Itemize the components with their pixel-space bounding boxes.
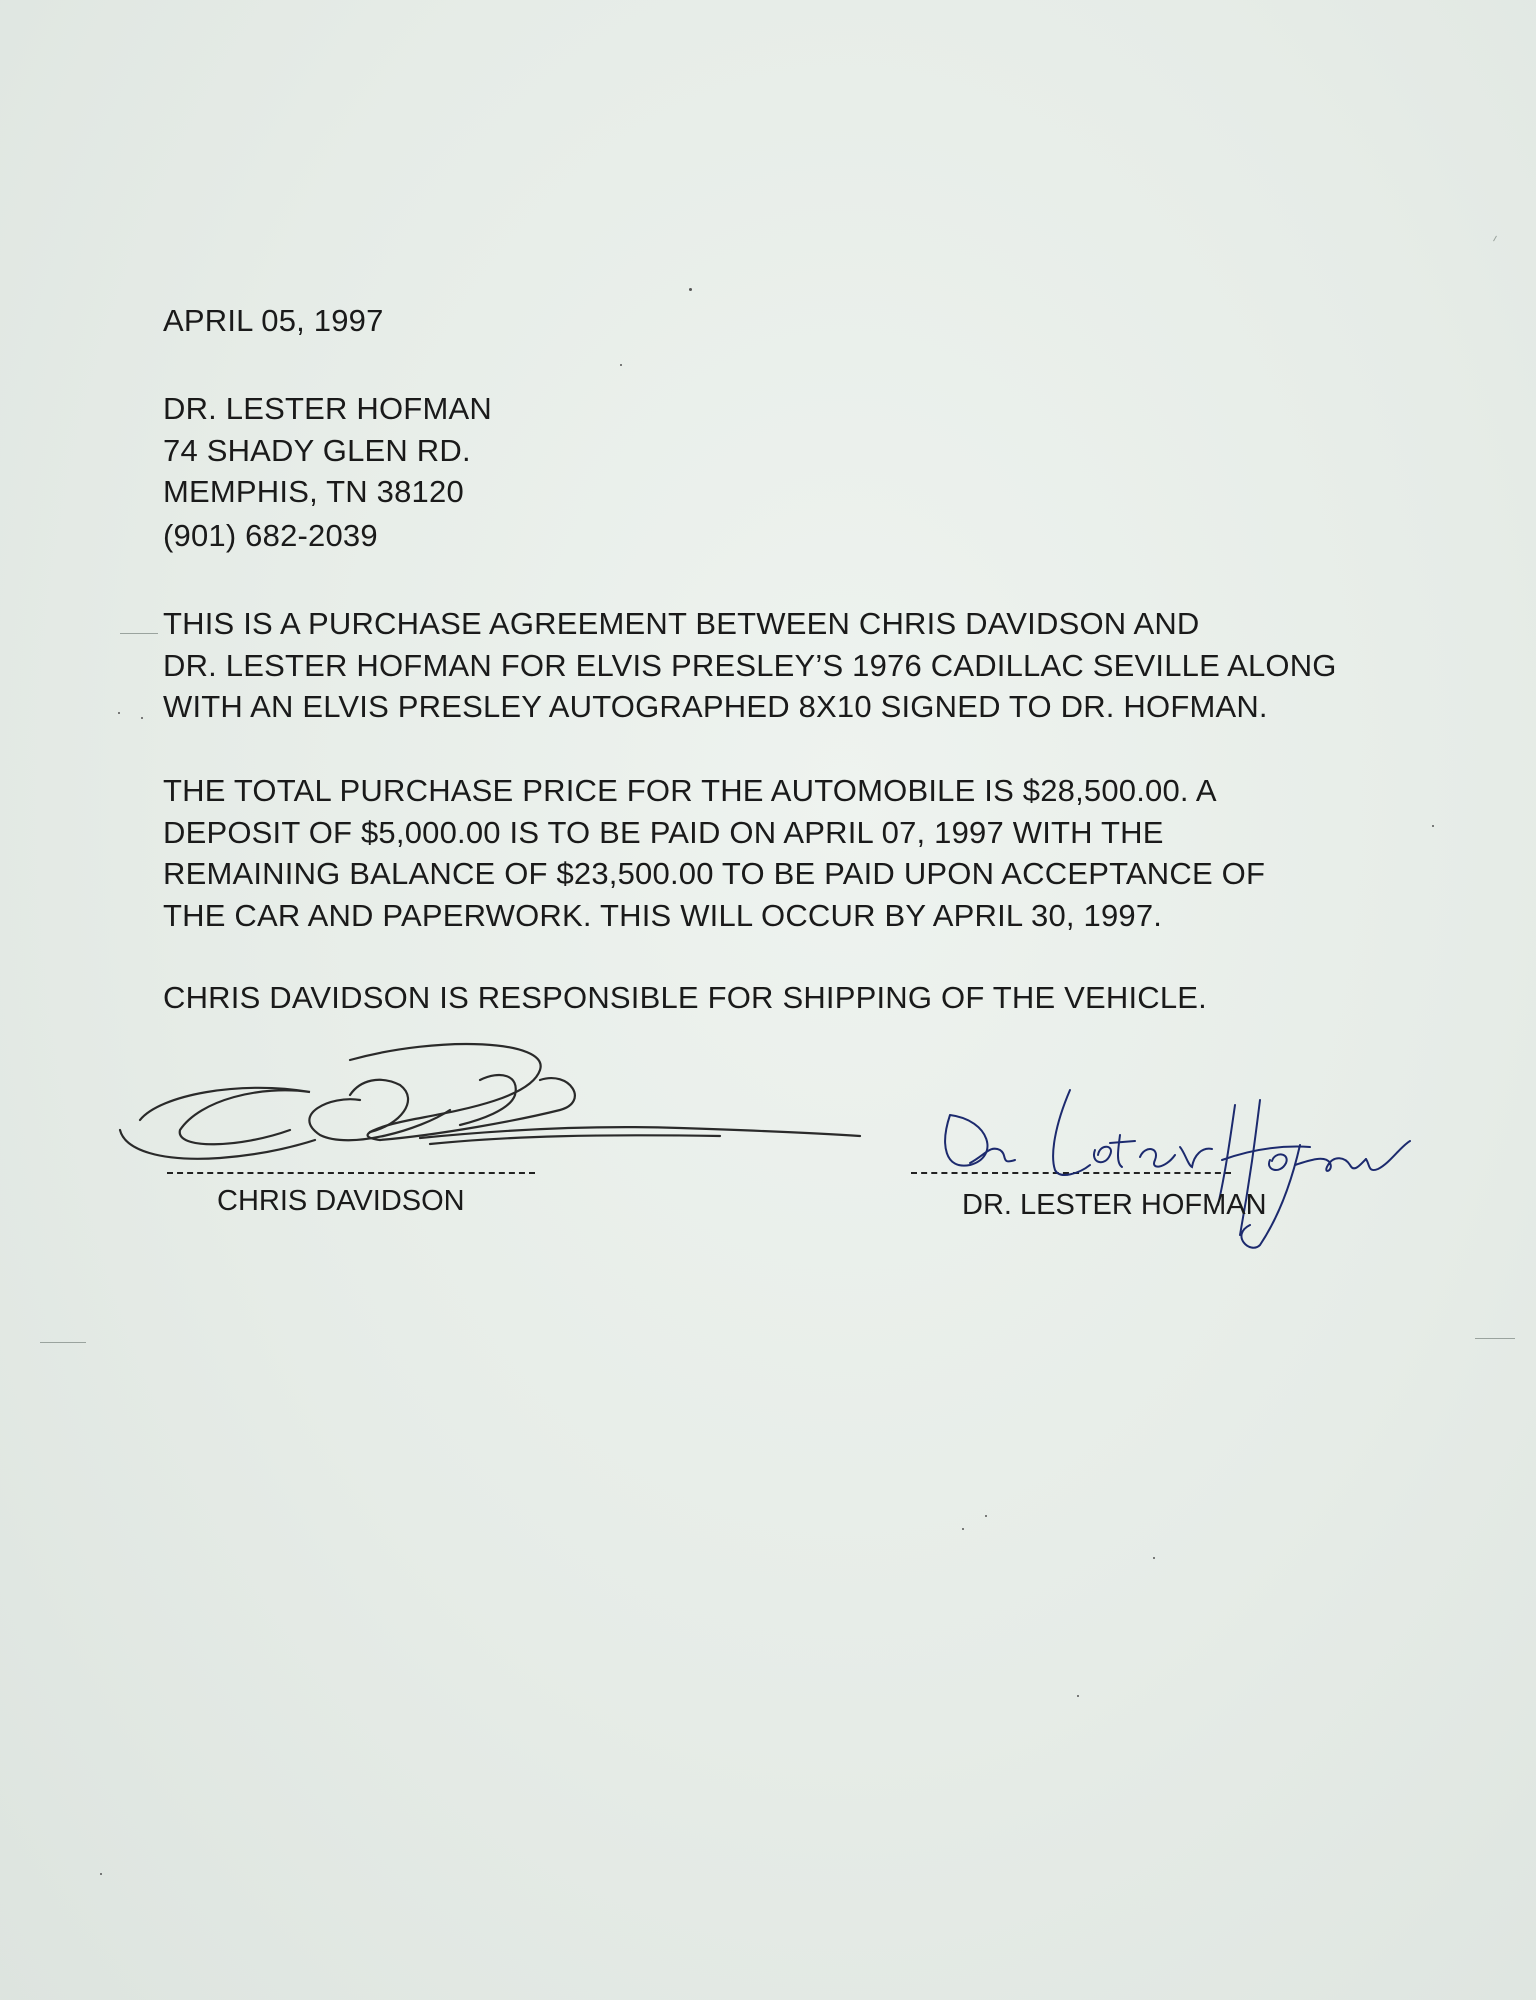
paragraph-2-line: THE TOTAL PURCHASE PRICE FOR THE AUTOMOBILE IS $28,500.00. A [163, 773, 1217, 808]
paper-speck [1153, 1557, 1155, 1559]
paragraph-1-line: WITH AN ELVIS PRESLEY AUTOGRAPHED 8X10 SIGNED TO DR. HOFMAN. [163, 689, 1268, 724]
paper-speck [1432, 825, 1434, 827]
recipient-phone: (901) 682-2039 [163, 518, 378, 553]
paper-scratch [40, 1342, 86, 1343]
paper-speck [620, 364, 622, 366]
paragraph-1-line: DR. LESTER HOFMAN FOR ELVIS PRESLEY’S 1976 CADILLAC SEVILLE ALONG [163, 648, 1337, 683]
paper-speck [985, 1515, 987, 1517]
recipient-street: 74 SHADY GLEN RD. [163, 433, 471, 468]
paragraph-2-line: REMAINING BALANCE OF $23,500.00 TO BE PAID UPON ACCEPTANCE OF [163, 856, 1266, 891]
paper-speck [118, 712, 120, 714]
paper-scratch [1475, 1338, 1515, 1339]
paragraph-3-line: CHRIS DAVIDSON IS RESPONSIBLE FOR SHIPPING OF THE VEHICLE. [163, 980, 1207, 1015]
signature-line-left [167, 1172, 535, 1174]
paragraph-2-line: DEPOSIT OF $5,000.00 IS TO BE PAID ON APRIL 07, 1997 WITH THE [163, 815, 1164, 850]
paper-scratch [120, 633, 158, 634]
paper-speck [962, 1528, 964, 1530]
recipient-city-state-zip: MEMPHIS, TN 38120 [163, 474, 464, 509]
signature-dr-lester-hofman [930, 1085, 1390, 1255]
paragraph-2-line: THE CAR AND PAPERWORK. THIS WILL OCCUR BY APRIL 30, 1997. [163, 898, 1163, 933]
signature-name-left: CHRIS DAVIDSON [217, 1185, 465, 1217]
paper-speck [1077, 1695, 1079, 1697]
signature-chris-davidson [120, 1040, 880, 1160]
paper-speck [141, 717, 143, 719]
letter-date: APRIL 05, 1997 [163, 303, 384, 338]
paper-speck [100, 1873, 102, 1875]
paper-speck [689, 288, 692, 291]
paragraph-1-line: THIS IS A PURCHASE AGREEMENT BETWEEN CHRIS DAVIDSON AND [163, 606, 1200, 641]
recipient-name: DR. LESTER HOFMAN [163, 391, 492, 426]
signature-name-right: DR. LESTER HOFMAN [962, 1189, 1267, 1221]
paper-scratch [1493, 236, 1497, 242]
